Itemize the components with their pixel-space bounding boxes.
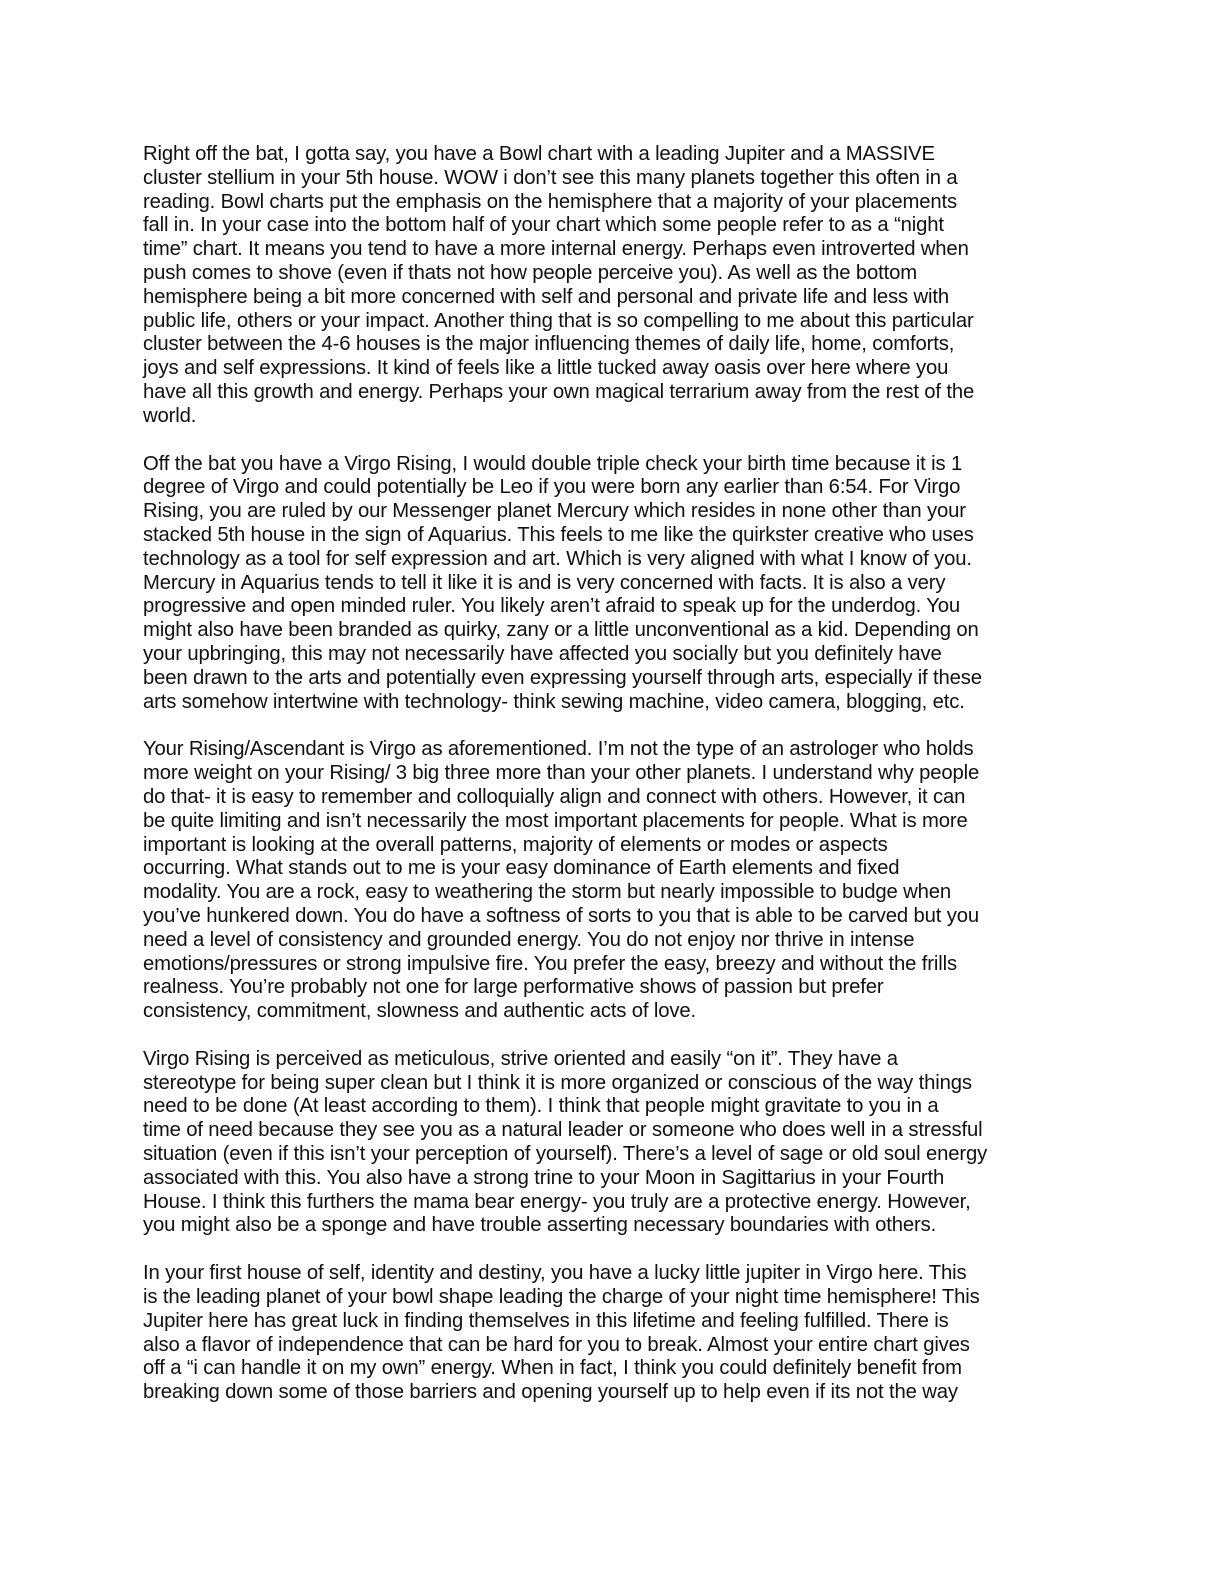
text-line: associated with this. You also have a strong trine to your Moon in Sagittarius in your Fourth [143,1166,945,1189]
text-line: important is looking at the overall patterns, majority of elements or modes or aspects [143,833,888,856]
text-line: fall in. In your case into the bottom half of your chart which some people refer to as a “night [143,214,944,237]
text-line: is the leading planet of your bowl shape leading the charge of your night time hemisphere! This [143,1286,980,1309]
text-line: more weight on your Rising/ 3 big three more than your other planets. I understand why people [143,762,980,785]
text-line: Virgo Rising is perceived as meticulous, strive oriented and easily “on it”. They have a [143,1047,898,1070]
document-page [143,143,1078,1429]
text-line: time” chart. It means you tend to have a more internal energy. Perhaps even introverted when [143,238,969,261]
text-line: Rising, you are ruled by our Messenger planet Mercury which resides in none other than your [143,500,966,523]
text-line: arts somehow intertwine with technology- think sewing machine, video camera, blogging, etc. [143,690,965,713]
text-line: off a “i can handle it on my own” energy. When in fact, I think you could definitely benefit from [143,1357,962,1380]
text-line: Mercury in Aquarius tends to tell it like it is and is very concerned with facts. It is also a very [143,571,946,594]
paragraph-virgo-rising-birth-time [143,453,1078,715]
text-line: hemisphere being a bit more concerned with self and personal and private life and less with [143,285,949,308]
text-line: breaking down some of those barriers and opening yourself up to help even if its not the way [143,1381,958,1404]
text-line: House. I think this furthers the mama bear energy- you truly are a protective energy. However, [143,1190,971,1213]
text-line: you might also be a sponge and have trouble asserting necessary boundaries with others. [143,1214,937,1237]
text-line: Your Rising/Ascendant is Virgo as aforementioned. I’m not the type of an astrologer who holds [143,738,974,761]
text-line: Right off the bat, I gotta say, you have a Bowl chart with a leading Jupiter and a MASSIVE [143,143,935,165]
text-line: push comes to shove (even if thats not how people perceive you). As well as the bottom [143,261,917,284]
text-line: technology as a tool for self expression and art. Which is very aligned with what I know of you. [143,547,972,570]
text-line: stereotype for being super clean but I think it is more organized or conscious of the way things [143,1071,972,1094]
text-line: stacked 5th house in the sign of Aquarius. This feels to me like the quirkster creative who uses [143,523,974,546]
paragraph-virgo-rising-perception [143,1048,1078,1238]
text-line: need a level of consistency and grounded energy. You do not enjoy nor thrive in intense [143,928,915,951]
text-line: public life, others or your impact. Another thing that is so compelling to me about this particular [143,309,974,332]
text-line: realness. You’re probably not one for large performative shows of passion but prefer [143,976,884,999]
text-line: reading. Bowl charts put the emphasis on the hemisphere that a majority of your placements [143,190,957,213]
text-line: consistency, commitment, slowness and authentic acts of love. [143,1000,696,1023]
text-line: time of need because they see you as a natural leader or someone who does well in a stressful [143,1119,983,1142]
text-line: your upbringing, this may not necessarily have affected you socially but you definitely have [143,642,942,665]
text-line: world. [143,404,197,427]
text-line: In your first house of self, identity and destiny, you have a lucky little jupiter in Virgo here. This [143,1262,967,1285]
text-line: situation (even if this isn’t your perception of yourself). There’s a level of sage or old soul energy [143,1143,988,1166]
text-line: modality. You are a rock, easy to weathering the storm but nearly impossible to budge when [143,881,951,904]
paragraph-bowl-chart [143,143,1078,429]
text-line: cluster between the 4-6 houses is the major influencing themes of daily life, home, comforts, [143,333,955,356]
text-line: cluster stellium in your 5th house. WOW i don’t see this many planets together this often in a [143,166,958,189]
text-line: do that- it is easy to remember and colloquially align and connect with others. However, it can [143,785,966,808]
text-line: joys and self expressions. It kind of feels like a little tucked away oasis over here where you [143,357,949,380]
text-line: Off the bat you have a Virgo Rising, I would double triple check your birth time because it is 1 [143,452,963,475]
text-line: might also have been branded as quirky, zany or a little unconventional as a kid. Depending on [143,619,979,642]
text-line: degree of Virgo and could potentially be Leo if you were born any earlier than 6:54. For Virgo [143,476,961,499]
text-line: also a flavor of independence that can be hard for you to break. Almost your entire chart gives [143,1333,970,1356]
text-line: Jupiter here has great luck in finding themselves in this lifetime and feeling fulfilled. There is [143,1309,949,1332]
text-line: you’ve hunkered down. You do have a softness of sorts to you that is able to be carved but you [143,904,980,927]
text-line: have all this growth and energy. Perhaps your own magical terrarium away from the rest of the [143,380,975,403]
text-line: emotions/pressures or strong impulsive fire. You prefer the easy, breezy and without the frills [143,952,957,975]
text-line: occurring. What stands out to me is your easy dominance of Earth elements and fixed [143,857,900,880]
text-line: been drawn to the arts and potentially even expressing yourself through arts, especially if these [143,666,982,689]
text-line: need to be done (At least according to them). I think that people might gravitate to you in a [143,1095,939,1118]
text-line: be quite limiting and isn’t necessarily the most important placements for people. What is more [143,809,968,832]
text-line: progressive and open minded ruler. You likely aren’t afraid to speak up for the underdog. You [143,595,961,618]
paragraph-first-house-jupiter [143,1262,1078,1405]
paragraph-rising-ascendant [143,738,1078,1024]
